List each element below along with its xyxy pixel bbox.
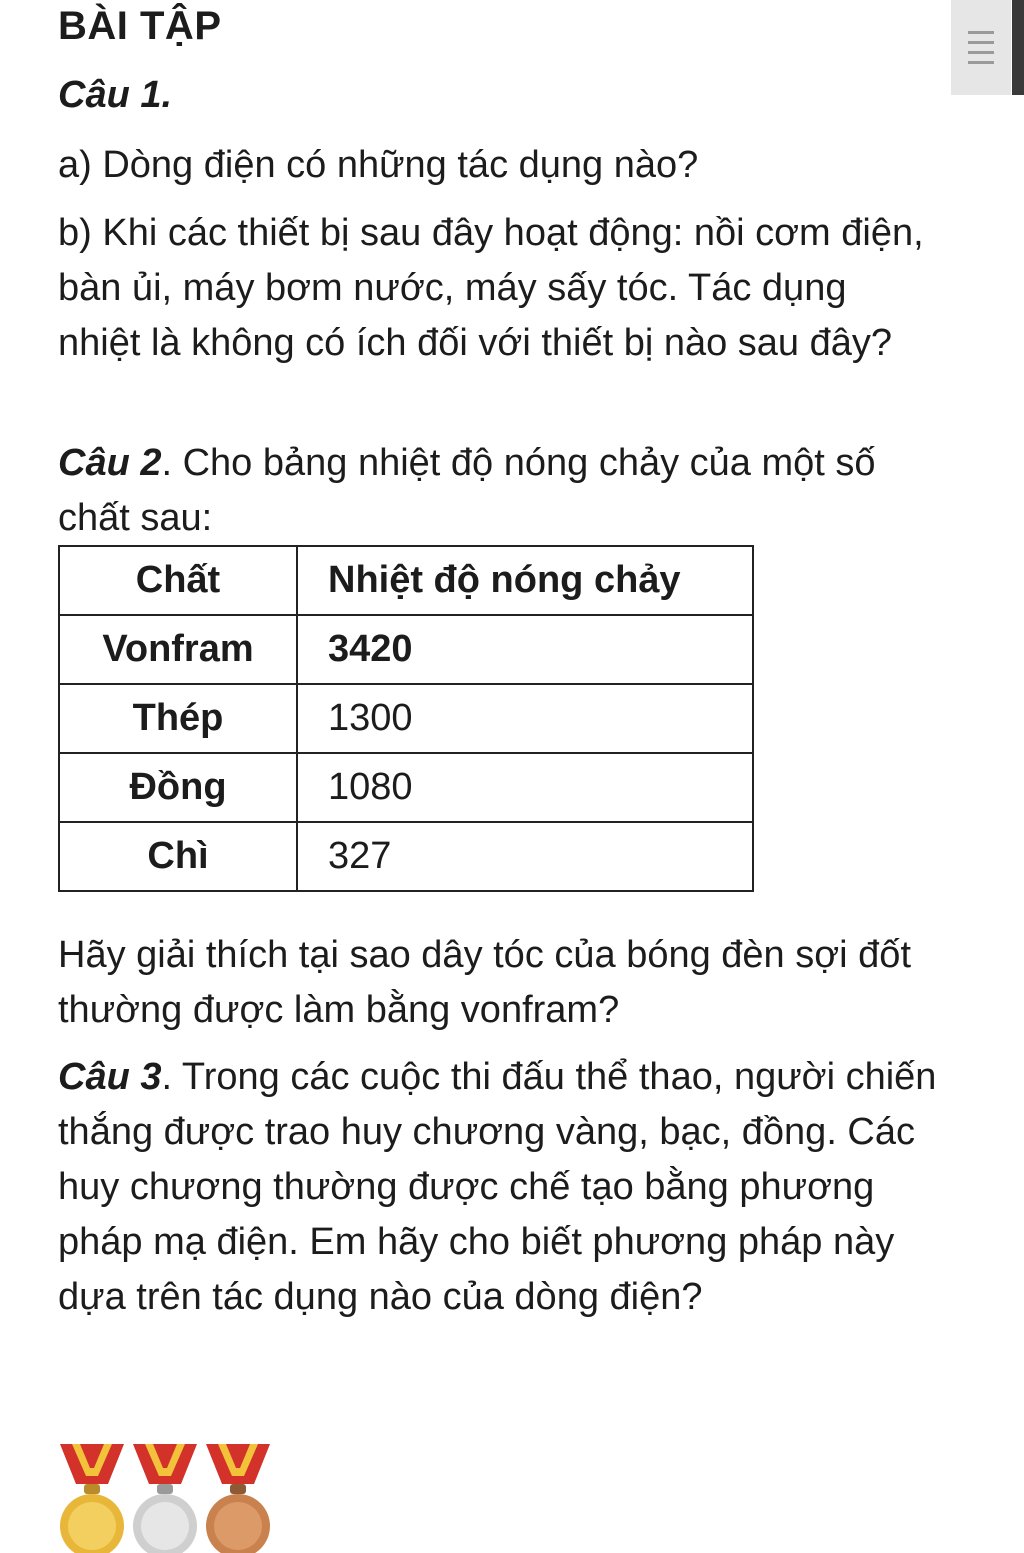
menu-button[interactable]: [951, 0, 1011, 95]
gold-ribbon: [60, 1444, 124, 1484]
question-1b-text: b) Khi các thiết bị sau đây hoạt động: nồi cơm điện, bàn ủi, máy bơm nước, máy sấy tóc. Tác dụng nhiệt là không có ích đối với thiết bị nào sau đây?: [58, 212, 924, 364]
question-2-text: Hãy giải thích tại sao dây tóc của bóng đèn sợi đốt thường được làm bằng vonfram?: [58, 934, 911, 1031]
table-header-row: [59, 546, 753, 615]
table-cell-temperature: 3420: [297, 615, 753, 684]
table-cell-substance: Thép: [59, 684, 297, 753]
question-1a-text: a) Dòng điện có những tác dụng nào?: [58, 144, 699, 186]
silver-ribbon: [133, 1444, 197, 1484]
hamburger-menu-icon: [968, 31, 994, 65]
scrollbar[interactable]: [1012, 0, 1024, 95]
table-row: [59, 684, 753, 753]
table-row: [59, 822, 753, 891]
question-1-label: Câu 1.: [58, 74, 173, 116]
table-header-temperature: Nhiệt độ nóng chảy: [297, 546, 753, 615]
table-cell-temperature: 1080: [297, 753, 753, 822]
table-cell-substance: Đồng: [59, 753, 297, 822]
question-2-intro-text: . Cho bảng nhiệt độ nóng chảy của một số chất sau:: [58, 442, 876, 539]
page-title: BÀI TẬP: [58, 4, 222, 48]
table-cell-substance: Chì: [59, 822, 297, 891]
table-cell-temperature: 327: [297, 822, 753, 891]
table-cell-substance: Vonfram: [59, 615, 297, 684]
table-row: [59, 753, 753, 822]
table-header-substance: Chất: [59, 546, 297, 615]
table-row: [59, 615, 753, 684]
question-2-intro: [58, 436, 938, 546]
bronze-ribbon: [206, 1444, 270, 1484]
melting-point-table: [58, 545, 754, 892]
question-3-text: [58, 1050, 938, 1325]
medals-illustration: [58, 1440, 273, 1553]
question-2-label: Câu 2: [58, 442, 162, 484]
question-3-label: Câu 3: [58, 1056, 162, 1098]
question-3-body: . Trong các cuộc thi đấu thể thao, người chiến thắng được trao huy chương vàng, bạc, đồng. Các huy chương thường được chế tạo bằng phương pháp mạ điện. Em hãy cho biết phương pháp này dựa trên tác dụng nào của dòng điện?: [58, 1056, 937, 1318]
table-cell-temperature: 1300: [297, 684, 753, 753]
